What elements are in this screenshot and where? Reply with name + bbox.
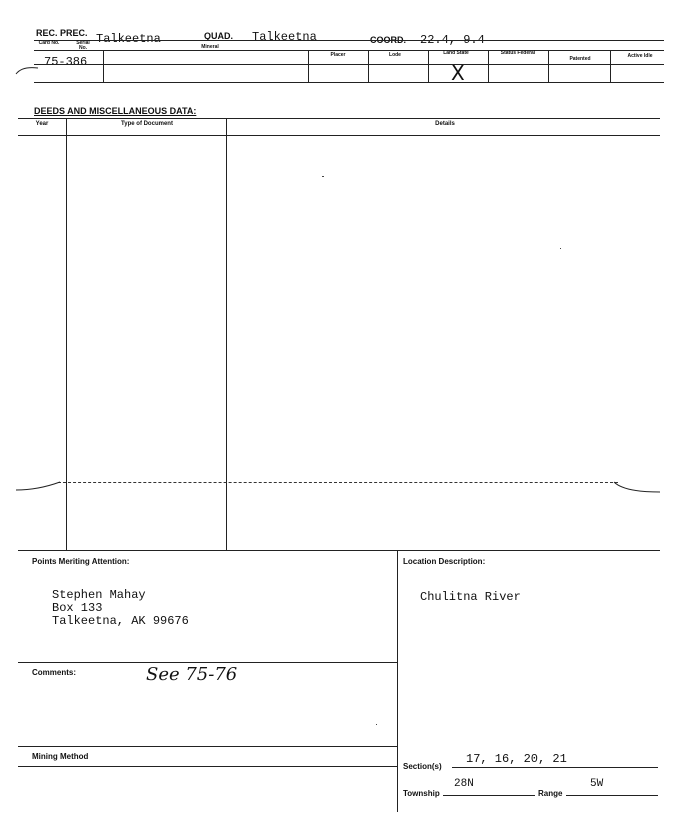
deeds-type-divider bbox=[226, 118, 227, 550]
deeds-top-line bbox=[18, 118, 660, 119]
land-state-check-mark: X bbox=[451, 61, 465, 85]
card-no-value: 75-386 bbox=[44, 55, 88, 69]
mining-underline bbox=[18, 766, 397, 767]
township-line bbox=[443, 795, 535, 796]
claims-bottom-line bbox=[34, 82, 664, 83]
coord-label: COORD. bbox=[370, 35, 406, 45]
township-value: 28N bbox=[454, 778, 474, 790]
deeds-year-divider bbox=[66, 118, 67, 550]
location-value: Chulitna River bbox=[420, 590, 521, 604]
speck bbox=[322, 176, 324, 177]
comments-label: Comments: bbox=[32, 668, 77, 677]
lower-center-divider bbox=[397, 550, 398, 812]
points-line-1: Stephen Mahay bbox=[52, 588, 146, 602]
col-serial-no-header: Serial No. bbox=[76, 40, 90, 51]
speck bbox=[376, 724, 377, 725]
col-land-state-header: Land State bbox=[443, 50, 469, 56]
claims-divider-4 bbox=[428, 50, 429, 82]
col-patented-header: Patented bbox=[569, 56, 591, 62]
col-lode-header: Lode bbox=[389, 52, 401, 58]
section-label: Section(s) bbox=[403, 762, 442, 771]
deeds-header-line bbox=[18, 135, 660, 136]
col-type-header: Type of Document bbox=[121, 121, 173, 127]
points-line-2: Box 133 bbox=[52, 601, 103, 615]
points-label: Points Meriting Attention: bbox=[32, 557, 130, 566]
claims-divider-5 bbox=[488, 50, 489, 82]
range-label: Range bbox=[538, 789, 563, 798]
col-year-header: Year bbox=[35, 121, 49, 127]
range-line bbox=[566, 795, 658, 796]
mining-top-line bbox=[18, 746, 397, 747]
lower-top-line bbox=[18, 550, 660, 551]
deeds-section-title: DEEDS AND MISCELLANEOUS DATA: bbox=[34, 106, 197, 116]
col-mineral-header: Mineral bbox=[201, 44, 219, 50]
claims-divider-1 bbox=[103, 50, 104, 82]
quad-label: QUAD. bbox=[204, 31, 233, 41]
claims-row-line bbox=[34, 64, 664, 65]
section-line bbox=[452, 767, 658, 768]
col-placer-header: Placer bbox=[330, 52, 346, 58]
points-line-3: Talkeetna, AK 99676 bbox=[52, 614, 189, 628]
claims-divider-6 bbox=[548, 50, 549, 82]
fold-line bbox=[58, 482, 618, 483]
rec-prec-value: Talkeetna bbox=[96, 32, 161, 46]
col-details-header: Details bbox=[435, 121, 455, 127]
fold-right-curl bbox=[612, 476, 662, 496]
mining-method-label: Mining Method bbox=[32, 752, 89, 761]
range-value: 5W bbox=[590, 778, 604, 790]
col-active-header: Active Idle bbox=[627, 53, 653, 59]
left-curl-mark bbox=[12, 60, 42, 80]
col-card-no-header: Card No. bbox=[38, 40, 60, 46]
rec-prec-label: REC. PREC. bbox=[36, 28, 88, 38]
comments-top-line bbox=[18, 662, 397, 663]
coord-value: 22.4, 9.4 bbox=[420, 33, 485, 47]
claims-divider-7 bbox=[610, 50, 611, 82]
comments-handwritten: See 75-76 bbox=[146, 664, 238, 685]
table-header-line bbox=[34, 50, 664, 51]
section-value: 17, 16, 20, 21 bbox=[466, 752, 567, 766]
header-underline bbox=[34, 40, 664, 41]
col-status-federal-header: Status Federal bbox=[500, 50, 536, 56]
speck bbox=[560, 248, 561, 249]
claims-divider-2 bbox=[308, 50, 309, 82]
fold-left-curl bbox=[14, 476, 62, 496]
township-label: Township bbox=[403, 789, 440, 798]
location-label: Location Description: bbox=[403, 557, 486, 566]
quad-value: Talkeetna bbox=[252, 30, 317, 44]
claims-divider-3 bbox=[368, 50, 369, 82]
